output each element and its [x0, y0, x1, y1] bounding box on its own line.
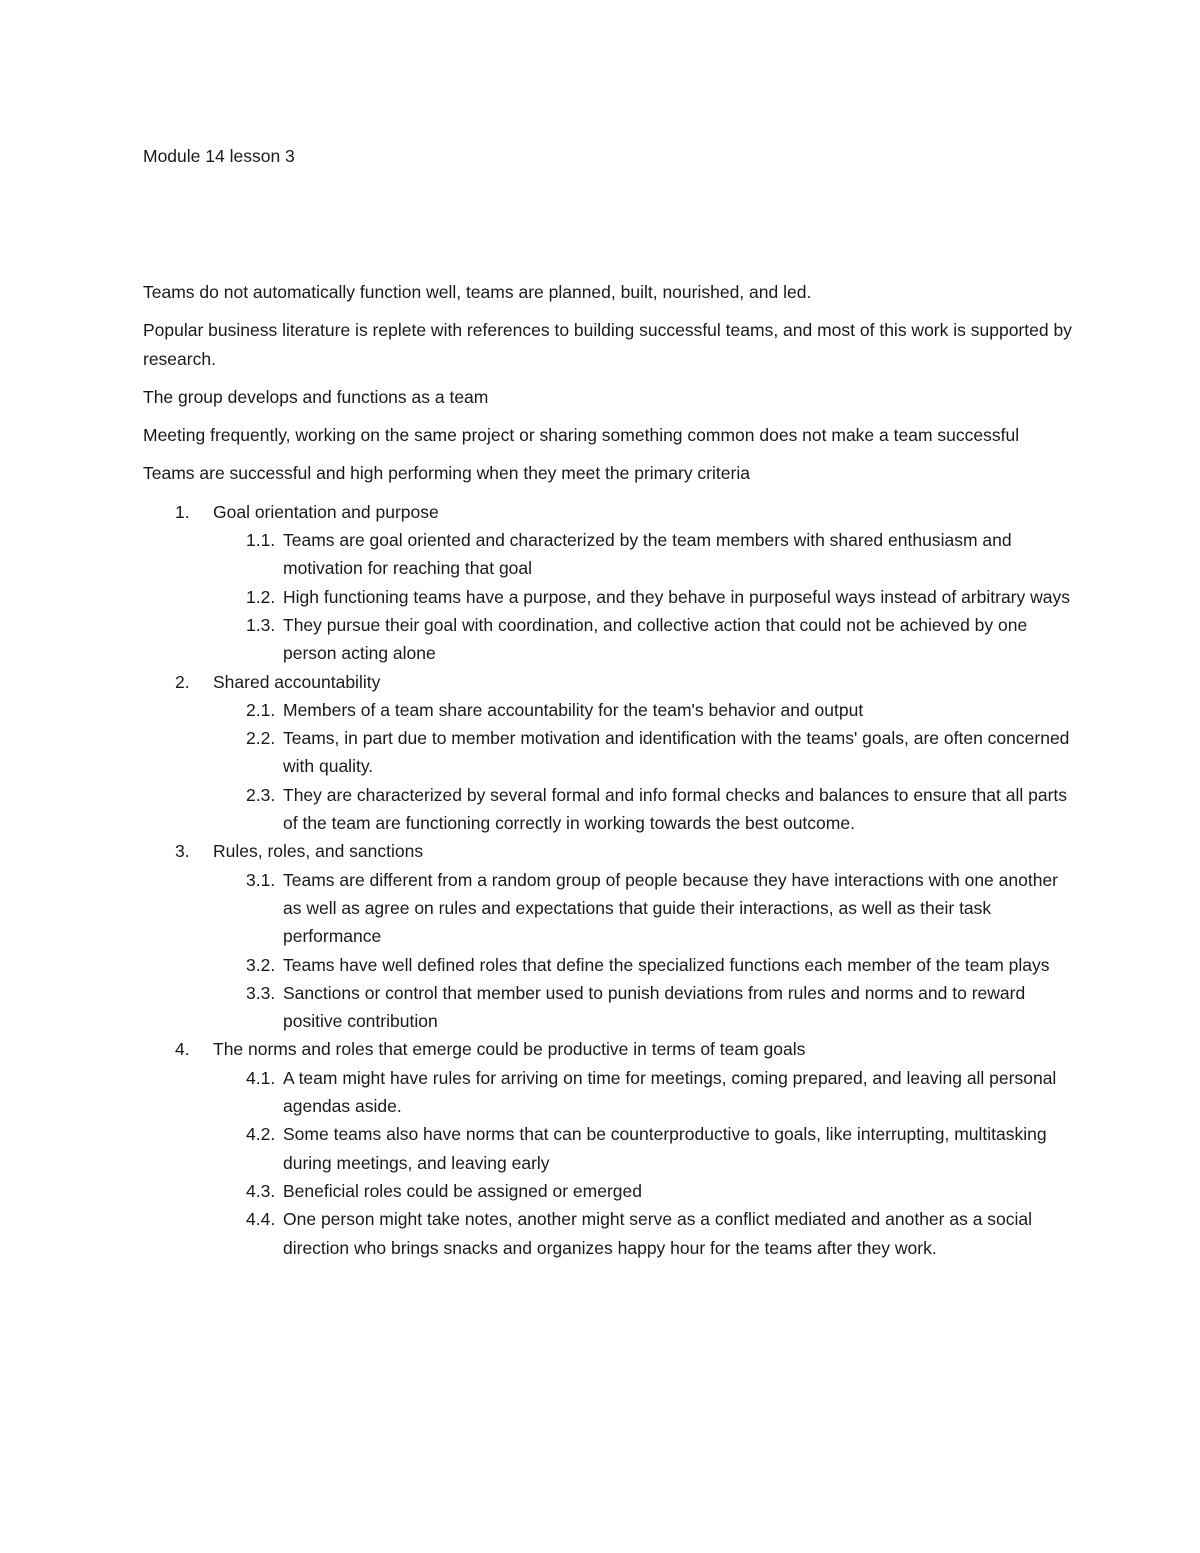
paragraph: Popular business literature is replete with references to building successful teams, and most of this work is supported by research. — [143, 320, 1072, 369]
criteria-item — [143, 668, 1073, 838]
sub-item-text: Teams, in part due to member motivation and identification with the teams' goals, are often concerned with quality. — [283, 728, 1070, 777]
paragraph: Meeting frequently, working on the same project or sharing something common does not make a team successful — [143, 425, 1020, 446]
criteria-heading: Shared accountability — [213, 671, 381, 692]
sub-item — [213, 696, 1073, 724]
sub-item — [213, 781, 1073, 838]
sub-item-text: Sanctions or control that member used to punish deviations from rules and norms and to reward positive contribution — [283, 982, 1026, 1032]
criteria-heading: Rules, roles, and sanctions — [213, 841, 424, 862]
sub-list — [213, 696, 1073, 837]
criteria-number: 2. — [175, 671, 190, 692]
sub-item-number: 4.4. — [246, 1209, 276, 1230]
criteria-heading: Goal orientation and purpose — [213, 501, 439, 522]
criteria-item — [143, 1035, 1073, 1261]
sub-list — [213, 526, 1073, 667]
sub-item-number: 4.2. — [246, 1124, 276, 1145]
sub-item-text: Teams have well defined roles that define the specialized functions each member of the team plays — [283, 954, 1050, 975]
sub-item-text: They are characterized by several formal and info formal checks and balances to ensure that all parts of the team are functioning correctly in working towards the best outcome. — [283, 784, 1068, 834]
criteria-item — [143, 498, 1073, 668]
sub-item-number: 3.2. — [246, 954, 276, 975]
paragraph: The group develops and functions as a team — [143, 386, 489, 407]
sub-item — [213, 1177, 1073, 1205]
sub-item-number: 2.2. — [246, 728, 276, 749]
sub-item-number: 3.3. — [246, 982, 276, 1003]
sub-item-text: A team might have rules for arriving on time for meetings, coming prepared, and leaving all personal agendas aside. — [283, 1067, 1057, 1117]
criteria-number: 1. — [175, 501, 190, 522]
sub-item-text: Beneficial roles could be assigned or emerged — [283, 1180, 642, 1201]
sub-list — [213, 866, 1073, 1036]
criteria-item — [143, 837, 1073, 1035]
sub-item-number: 1.3. — [246, 614, 276, 635]
sub-item-number: 2.3. — [246, 784, 276, 805]
sub-list — [213, 1064, 1073, 1262]
sub-item — [213, 979, 1073, 1036]
sub-item — [213, 1064, 1073, 1121]
sub-item-text: Teams are different from a random group of people because they have interactions with one another as well as agree on rules and expectations that guide their interactions, as well as their task performance — [283, 869, 1059, 947]
sub-item-text: Teams are goal oriented and characterized by the team members with shared enthusiasm and motivation for reaching that goal — [283, 530, 1012, 579]
paragraph: Teams are successful and high performing when they meet the primary criteria — [143, 463, 750, 484]
sub-item-number: 2.1. — [246, 699, 276, 720]
criteria-list — [143, 498, 1073, 1262]
sub-item — [213, 724, 1073, 781]
sub-item — [213, 611, 1073, 668]
sub-item-text: Some teams also have norms that can be counterproductive to goals, like interrupting, multitasking during meetings, and leaving early — [283, 1124, 1047, 1173]
sub-item-number: 1.2. — [246, 586, 276, 607]
criteria-number: 3. — [175, 841, 190, 862]
sub-item — [213, 866, 1073, 951]
document-body — [143, 278, 1073, 1262]
sub-item-text: Members of a team share accountability for the team's behavior and output — [283, 699, 864, 720]
sub-item — [213, 526, 1073, 583]
sub-item-number: 1.1. — [246, 530, 276, 551]
sub-item — [213, 1120, 1073, 1177]
sub-item-number: 4.3. — [246, 1180, 276, 1201]
sub-item — [213, 583, 1073, 611]
criteria-number: 4. — [175, 1039, 190, 1060]
sub-item — [213, 1205, 1073, 1262]
sub-item — [213, 951, 1073, 979]
paragraph: Teams do not automatically function well, teams are planned, built, nourished, and led. — [143, 282, 812, 302]
sub-item-number: 4.1. — [246, 1067, 276, 1088]
criteria-heading: The norms and roles that emerge could be productive in terms of team goals — [213, 1039, 806, 1060]
document-title: Module 14 lesson 3 — [143, 146, 295, 166]
sub-item-number: 3.1. — [246, 869, 276, 890]
sub-item-text: They pursue their goal with coordination, and collective action that could not be achieved by one person acting alone — [283, 614, 1028, 664]
sub-item-text: One person might take notes, another might serve as a conflict mediated and another as a social direction who brings snacks and organizes happy hour for the teams after they work. — [283, 1209, 1033, 1258]
sub-item-text: High functioning teams have a purpose, and they behave in purposeful ways instead of arbitrary ways — [283, 586, 1070, 607]
